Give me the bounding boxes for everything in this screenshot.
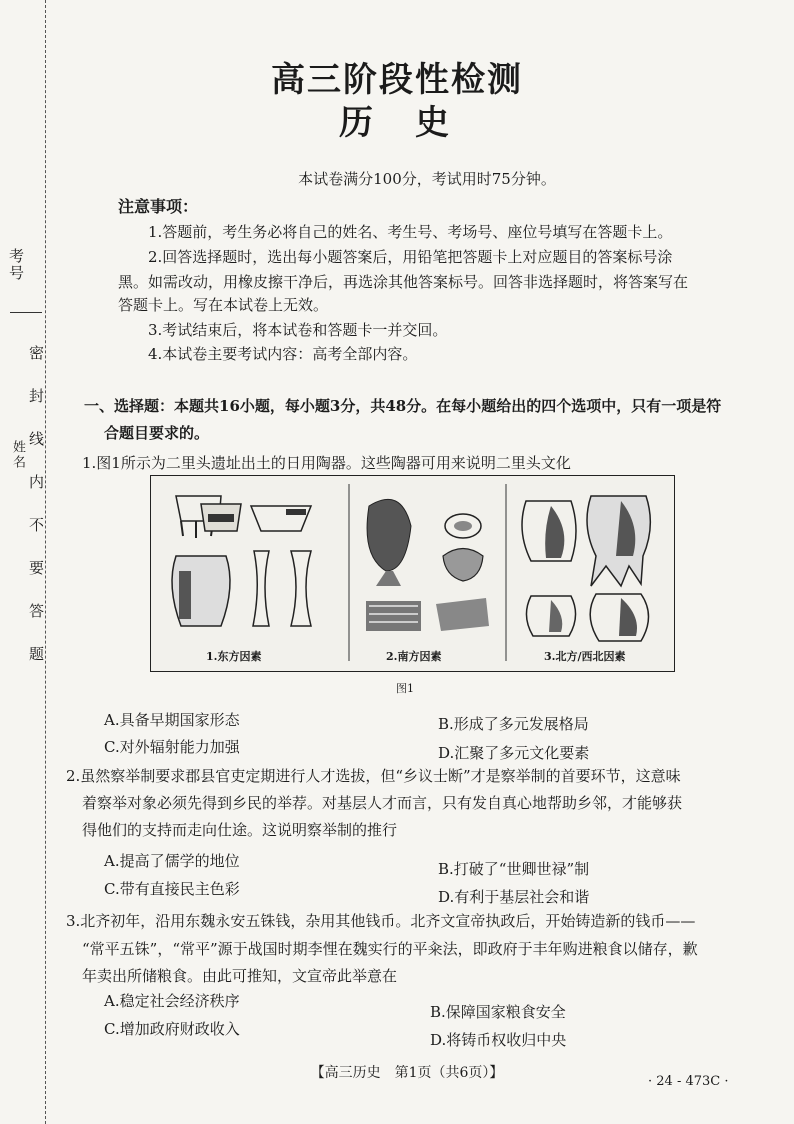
q2-option-b: B.打破了“世卿世禄”制 [438, 860, 590, 878]
figure-panel-label-north: 3.北方/西北因素 [544, 650, 626, 663]
q3-option-d: D.将铸币权收归中央 [430, 1031, 567, 1049]
binding-seal-warning: 密封线内不要答题 [27, 345, 45, 689]
exam-title: 高三阶段性检测 [271, 60, 523, 100]
q1-option-c: C.对外辐射能力加强 [104, 738, 240, 756]
q3-stem-line: 年卖出所储粮食。由此可推知，文宣帝此举意在 [82, 967, 398, 985]
q1-option-b: B.形成了多元发展格局 [438, 715, 589, 733]
note-item: 3.考试结束后，将本试卷和答题卡一并交回。 [148, 321, 448, 339]
q1-option-d: D.汇聚了多元文化要素 [438, 744, 590, 762]
q1-figure-pottery [150, 475, 675, 672]
figure-panel-label-south: 2.南方因素 [386, 650, 442, 663]
section-heading-line1: 一、选择题：本题共16小题，每小题3分，共48分。在每小题给出的四个选项中，只有一项是符 [84, 397, 722, 415]
q2-option-d: D.有利于基层社会和谐 [438, 888, 590, 906]
exam-subtitle: 本试卷满分100分，考试用时75分钟。 [298, 170, 556, 188]
q2-option-a: A.提高了儒学的地位 [104, 852, 240, 870]
note-item: 2.回答选择题时，选出每小题答案后，用铅笔把答题卡上对应题目的答案标号涂 [148, 248, 673, 266]
q2-stem-line: 2.虽然察举制要求郡县官吏定期进行人才选拔，但“乡议士断”才是察举制的首要环节，这意味 [66, 767, 681, 785]
q3-option-b: B.保障国家粮食安全 [430, 1003, 566, 1021]
notes-heading: 注意事项： [118, 197, 199, 216]
q1-stem: 1.图1所示为二里头遗址出土的日用陶器。这些陶器可用来说明二里头文化 [82, 454, 571, 472]
figure-panel-label-east: 1.东方因素 [206, 650, 262, 663]
q3-stem-line: “常平五铢”，“常平”源于战国时期李悝在魏实行的平籴法，即政府于丰年购进粮食以储存，歉 [82, 940, 698, 958]
exam-code: · 24 - 473C · [648, 1074, 729, 1089]
binding-label-name: 姓名 [10, 440, 25, 470]
q2-stem-line: 得他们的支持而走向仕途。这说明察举制的推行 [82, 821, 398, 839]
note-item: 黑。如需改动，用橡皮擦干净后，再选涂其他答案标号。回答非选择题时，将答案写在 [118, 273, 689, 291]
q2-option-c: C.带有直接民主色彩 [104, 880, 240, 898]
q2-stem-line: 着察举对象必须先得到乡民的举荐。对基层人才而言，只有发自真心地帮助乡邻，才能够获 [82, 794, 683, 812]
subject-title: 历史 [339, 103, 491, 143]
note-item: 1.答题前，考生务必将自己的姓名、考生号、考场号、座位号填写在答题卡上。 [148, 223, 673, 241]
q3-option-c: C.增加政府财政收入 [104, 1020, 240, 1038]
note-item: 答题卡上。写在本试卷上无效。 [118, 296, 329, 314]
q3-option-a: A.稳定社会经济秩序 [104, 992, 240, 1010]
pottery-illustration [151, 476, 674, 671]
note-item: 4.本试卷主要考试内容：高考全部内容。 [148, 345, 418, 363]
section-heading-line2: 合题目要求的。 [104, 424, 210, 442]
binding-fill-line [10, 312, 42, 313]
binding-label-kaohao: 考号 [7, 248, 25, 282]
q3-stem-line: 3.北齐初年，沿用东魏永安五铢钱，杂用其他钱币。北齐文宣帝执政后，开始铸造新的钱币—— [66, 912, 696, 930]
page-footer: 【高三历史 第1页（共6页）】 [310, 1065, 504, 1081]
figure-caption: 图1 [396, 682, 414, 695]
q1-option-a: A.具备早期国家形态 [104, 711, 240, 729]
